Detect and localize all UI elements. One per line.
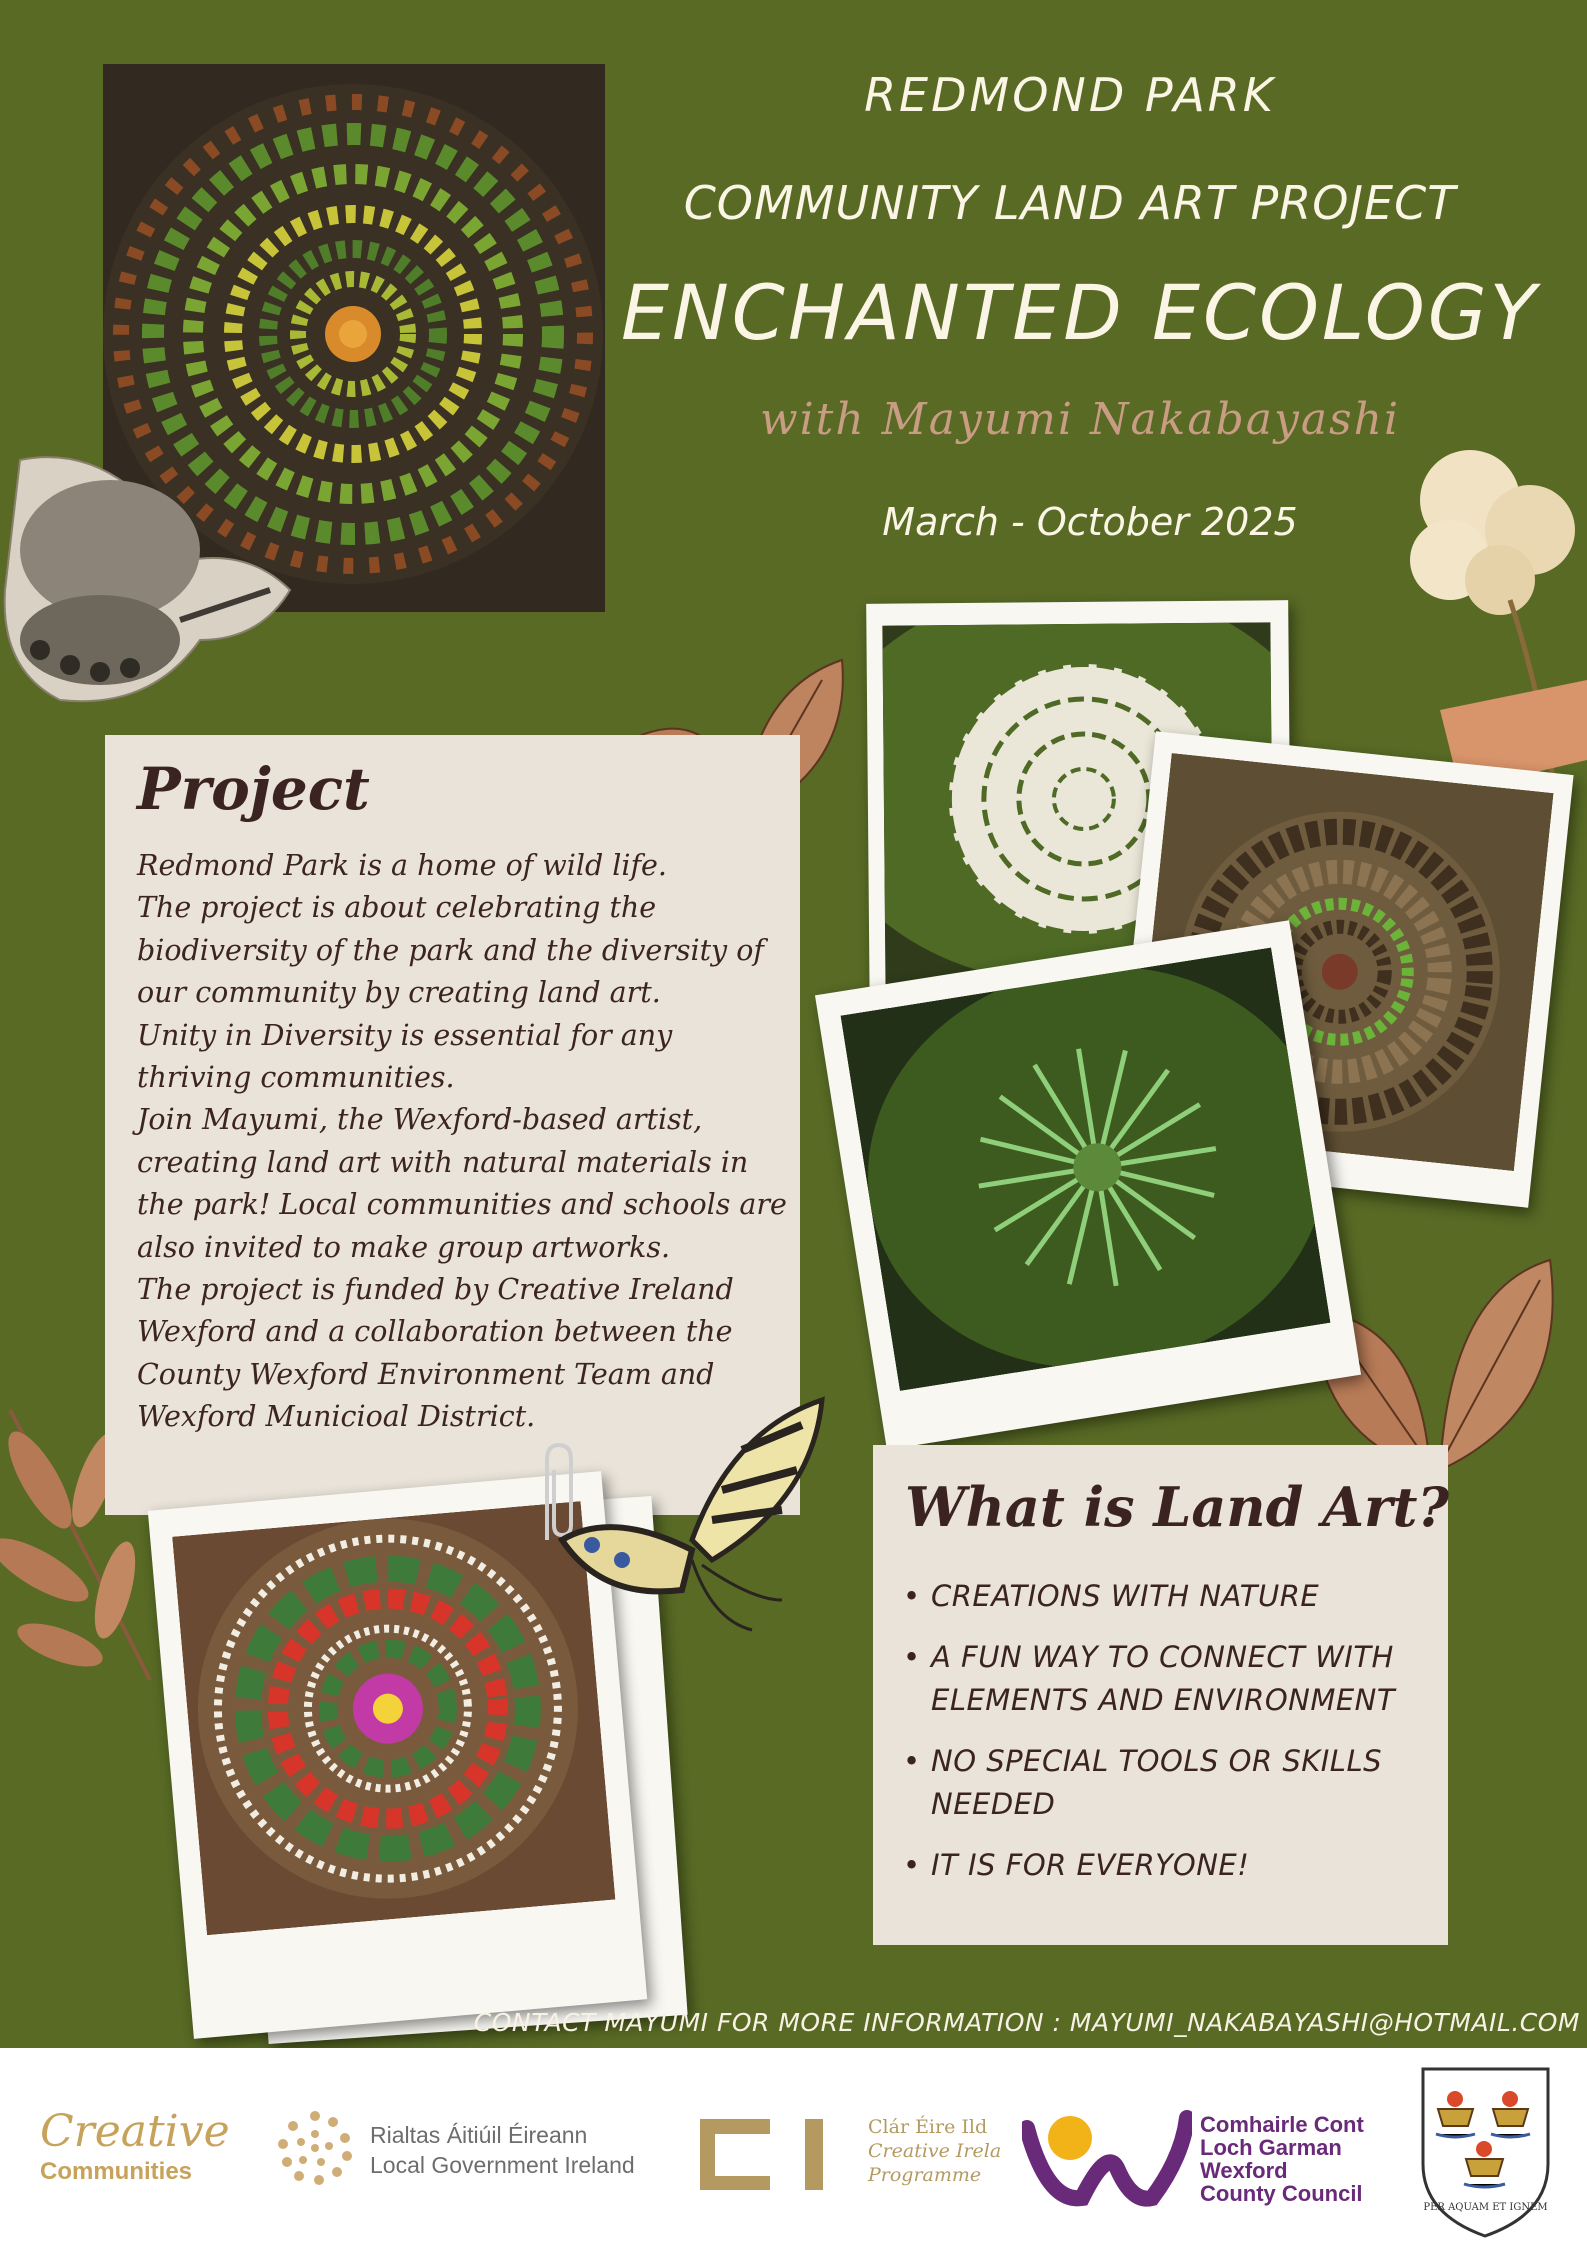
wcc-line1: Comhairle Cont (1200, 2112, 1364, 2137)
header-line1: REDMOND PARK (864, 68, 1276, 122)
creative-ireland-mark-icon (690, 2114, 840, 2194)
flower-mandala-art (172, 1501, 615, 1935)
sponsor-footer (0, 2048, 1587, 2245)
moth-collage (0, 440, 300, 720)
wcc-line3: Wexford (1200, 2158, 1288, 2183)
land-art-item: • A FUN WAY TO CONNECT WITH ELEMENTS AND ENVIRONMENT (899, 1636, 1439, 1722)
project-dates: March - October 2025 (882, 500, 1298, 544)
fern-spiral-image (840, 947, 1330, 1391)
fern-spiral-art (840, 947, 1330, 1391)
ci-line3: Programme (868, 2164, 982, 2186)
wcc-logo-icon (1022, 2108, 1192, 2208)
project-title: ENCHANTED ECOLOGY (620, 268, 1540, 357)
land-art-heading: What is Land Art? (905, 1475, 1450, 1539)
wcc-line4: County Council (1200, 2181, 1363, 2206)
moth-icon (0, 440, 300, 720)
creative-communities-logo (38, 2106, 230, 2192)
project-body: Redmond Park is a home of wild life. The project is about celebrating the biodiversity of the park and the diversity of our community by creating land art. Unity in Diversity is essential for any thriving communities. Join Mayumi, the Wexford-based artist, creating land art with natural materials in the park! Local communities and schools are also invited to make group artworks. The project is funded by Creative Ireland Wexford and a collaboration between the County Wexford Environment Team and Wexford Municioal District. (137, 849, 787, 1434)
flower-mandala-image (172, 1501, 615, 1935)
land-art-item: • IT IS FOR EVERYONE! (899, 1844, 1439, 1887)
creative-wordmark: Creative (40, 2106, 230, 2157)
lgi-english: Local Government Ireland (370, 2152, 635, 2178)
land-art-list (899, 1575, 1439, 1905)
communities-wordmark: Communities (40, 2158, 193, 2185)
header-line2: COMMUNITY LAND ART PROJECT (683, 176, 1457, 230)
contact-line: CONTACT MAYUMI FOR MORE INFORMATION : MAYUMI_NAKABAYASHI@HOTMAIL.COM (473, 2008, 1580, 2037)
lgi-dot-icon (275, 2108, 355, 2188)
land-art-item: • NO SPECIAL TOOLS OR SKILLS NEEDED (899, 1740, 1439, 1826)
wexford-crest-icon (1418, 2064, 1553, 2239)
fern-spiral-photo (815, 920, 1361, 1449)
lgi-irish: Rialtas Áitiúil Éireann (370, 2122, 588, 2148)
land-art-item: • CREATIONS WITH NATURE (899, 1575, 1439, 1618)
project-heading: Project (137, 755, 370, 823)
wcc-line2: Loch Garman (1200, 2135, 1342, 2160)
ci-line1: Clár Éire Ild (868, 2116, 988, 2138)
artist-line: with Mayumi Nakabayashi (759, 394, 1401, 445)
ci-line2: Creative Irela (868, 2140, 1002, 2162)
butterfly-icon (552, 1390, 832, 1640)
crest-motto: PER AQUAM ET IGNEM (1423, 2202, 1548, 2213)
land-art-panel (873, 1445, 1448, 1945)
